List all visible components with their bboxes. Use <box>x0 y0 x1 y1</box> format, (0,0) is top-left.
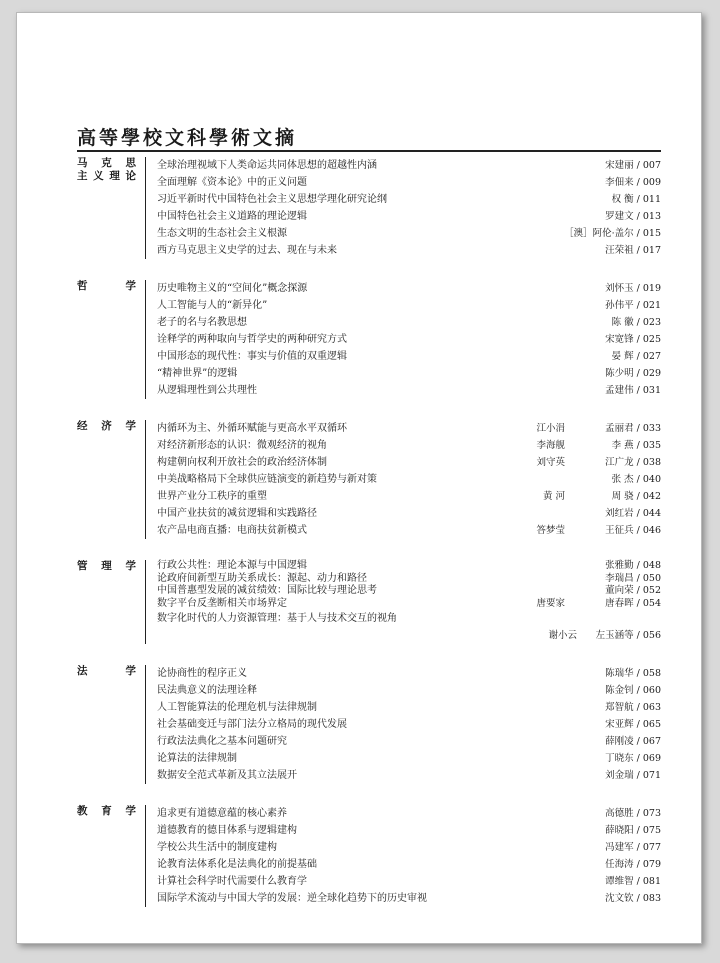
toc-entry[interactable] <box>157 382 661 399</box>
entry-author-page: 周 骁 / 042 <box>611 491 661 502</box>
toc-entry[interactable] <box>157 225 661 242</box>
toc-entry[interactable] <box>157 767 661 784</box>
toc-entry[interactable] <box>157 208 661 225</box>
entry-author-page: 薛刚凌 / 067 <box>605 736 661 747</box>
entry-title: 论协商性的程序正义 <box>157 668 247 679</box>
entry-title: 论教育法体系化是法典化的前提基础 <box>157 859 317 870</box>
section-label-line: 管 理 学 <box>77 560 137 572</box>
entry-title: 西方马克思主义史学的过去、现在与未来 <box>157 245 337 256</box>
entry-author-page: 李瑞昌 / 050 <box>605 572 661 584</box>
entry-title: 从逻辑理性到公共理性 <box>157 385 257 396</box>
toc-section <box>77 560 661 644</box>
entry-title: 中国普惠型发展的减贫绩效：国际比较与理论思考 <box>157 585 377 596</box>
entry-author-page: 宋亚辉 / 065 <box>605 719 661 730</box>
entry-author-page: 张 杰 / 040 <box>611 474 661 485</box>
entry-title: 行政公共性：理论本源与中国逻辑 <box>157 560 307 571</box>
entry-author-page: 陈少明 / 029 <box>605 368 661 379</box>
toc-entry[interactable] <box>157 280 661 297</box>
toc-entry[interactable] <box>157 505 661 522</box>
toc-entry[interactable] <box>157 856 661 873</box>
entry-title: 计算社会科学时代需要什么教育学 <box>157 876 307 887</box>
section-label <box>77 665 137 678</box>
entry-author-page: 宋建丽 / 007 <box>605 160 661 171</box>
entry-author-page: ［澳］阿伦·盖尔 / 015 <box>564 228 661 239</box>
toc-entry[interactable] <box>157 699 661 716</box>
toc-entry[interactable] <box>157 420 661 437</box>
table-of-contents <box>77 157 661 928</box>
section-divider <box>145 805 146 907</box>
entry-coauthor: 答梦莹 <box>536 525 565 536</box>
entry-author-page: 孙伟平 / 021 <box>605 300 661 311</box>
entry-coauthor: 江小涓 <box>536 423 565 434</box>
toc-entry[interactable] <box>157 839 661 856</box>
entry-title: 农产品电商直播：电商扶贫新模式 <box>157 525 307 536</box>
entry-author-page: 王征兵 / 046 <box>605 525 661 536</box>
entry-author-page: 江广龙 / 038 <box>605 457 661 468</box>
toc-entry[interactable] <box>157 174 661 191</box>
toc-entry[interactable] <box>157 454 661 471</box>
toc-entry[interactable] <box>157 522 661 539</box>
toc-section <box>77 805 661 907</box>
section-label-line: 主义理论 <box>77 170 137 182</box>
section-label-line: 法 学 <box>77 665 137 677</box>
entry-author-page: 唐春晖 / 054 <box>605 597 661 609</box>
entry-author-page: 孟丽君 / 033 <box>605 423 661 434</box>
section-label <box>77 805 137 818</box>
entry-author-page: 晏 辉 / 027 <box>611 351 661 362</box>
toc-entry[interactable] <box>157 471 661 488</box>
toc-entry[interactable] <box>157 573 661 586</box>
entry-coauthor: 李海舰 <box>536 440 565 451</box>
document-page <box>16 12 702 944</box>
toc-entry[interactable] <box>157 585 661 598</box>
entry-coauthor: 刘守英 <box>536 457 565 468</box>
entry-author-page: 宋宽锋 / 025 <box>605 334 661 345</box>
section-label-line: 经 济 学 <box>77 420 137 432</box>
entry-title: 人工智能与人的“新异化” <box>157 300 268 311</box>
entry-title: 全面理解《资本论》中的正义问题 <box>157 177 307 188</box>
entry-author-page: 左玉涵等 / 056 <box>595 630 661 641</box>
toc-entry[interactable] <box>157 733 661 750</box>
entry-title: 内循环为主、外循环赋能与更高水平双循环 <box>157 423 347 434</box>
entry-author-page: 李佃来 / 009 <box>605 177 661 188</box>
entry-author-page: 孟建伟 / 031 <box>605 385 661 396</box>
section-divider <box>145 420 146 539</box>
entry-author-page: 任海涛 / 079 <box>605 859 661 870</box>
toc-entry[interactable] <box>157 750 661 767</box>
toc-entry[interactable] <box>157 598 661 611</box>
toc-entry[interactable] <box>157 822 661 839</box>
section-label <box>77 157 137 183</box>
entry-title: 追求更有道德意蕴的核心素养 <box>157 808 287 819</box>
entry-title: 数据安全范式革新及其立法展开 <box>157 770 297 781</box>
entry-title: 数字化时代的人力资源管理：基于人与技术交互的视角 <box>157 613 397 624</box>
entry-title: 中国形态的现代性：事实与价值的双重逻辑 <box>157 351 347 362</box>
entry-author-page: 刘红岩 / 044 <box>605 508 661 519</box>
toc-entry[interactable] <box>157 682 661 699</box>
section-label-line: 马 克 思 <box>77 157 137 169</box>
entry-author-page: 冯建军 / 077 <box>605 842 661 853</box>
entry-author-page: 张雅勤 / 048 <box>605 560 661 571</box>
entry-author-page: 薛晓阳 / 075 <box>605 825 661 836</box>
entry-author-page: 高德胜 / 073 <box>605 808 661 819</box>
entry-coauthor: 黄 河 <box>542 491 565 502</box>
section-label <box>77 420 137 433</box>
section-divider <box>145 665 146 784</box>
entry-title: 生态文明的生态社会主义根源 <box>157 228 287 239</box>
toc-entry[interactable] <box>157 873 661 890</box>
journal-title: 高等學校文科學術文摘 <box>77 127 298 149</box>
entry-title: 人工智能算法的伦理危机与法律规制 <box>157 702 317 713</box>
entry-author-page: 权 衡 / 011 <box>611 194 661 205</box>
toc-entry[interactable] <box>157 365 661 382</box>
toc-section <box>77 157 661 259</box>
entry-title: 中美战略格局下全球供应链演变的新趋势与新对策 <box>157 474 377 485</box>
section-divider <box>145 560 146 644</box>
toc-entry[interactable] <box>157 348 661 365</box>
entry-title: 构建朝向权利开放社会的政治经济体制 <box>157 457 327 468</box>
entry-title: 数字平台反垄断相关市场界定 <box>157 597 287 609</box>
toc-section <box>77 280 661 399</box>
entry-author-page: 沈文钦 / 083 <box>605 893 661 904</box>
section-divider <box>145 280 146 399</box>
entry-title: 道德教育的德目体系与逻辑建构 <box>157 825 297 836</box>
entry-title: 社会基础变迁与部门法分立格局的现代发展 <box>157 719 347 730</box>
section-label <box>77 280 137 293</box>
entry-title: 对经济新形态的认识：微观经济的视角 <box>157 440 327 451</box>
entry-author-page: 刘金瑞 / 071 <box>605 770 661 781</box>
entry-coauthor: 谢小云 <box>548 630 577 641</box>
entry-title: “精神世界”的逻辑 <box>157 368 238 379</box>
entry-author-page: 陈 徽 / 023 <box>611 317 661 328</box>
entry-author-page: 董向荣 / 052 <box>605 585 661 596</box>
toc-entry[interactable] <box>157 157 661 174</box>
entry-author-page: 丁晓东 / 069 <box>605 753 661 764</box>
entry-title: 诠释学的两种取向与哲学史的两种研究方式 <box>157 334 347 345</box>
toc-section <box>77 665 661 784</box>
toc-entry[interactable] <box>157 488 661 505</box>
entry-author-page: 陈瑞华 / 058 <box>605 668 661 679</box>
entry-author-page: 罗建文 / 013 <box>605 211 661 222</box>
entry-title: 论政府间新型互助关系成长：源起、动力和路径 <box>157 572 367 584</box>
entry-title: 习近平新时代中国特色社会主义思想学理化研究论纲 <box>157 194 387 205</box>
toc-entry[interactable] <box>157 242 661 259</box>
entry-author-page: 李 燕 / 035 <box>611 440 661 451</box>
toc-entry[interactable] <box>157 331 661 348</box>
toc-entry[interactable] <box>157 560 661 573</box>
entry-title: 学校公共生活中的制度建构 <box>157 842 277 853</box>
entry-author-page: 汪荣祖 / 017 <box>605 245 661 256</box>
toc-entry[interactable] <box>157 191 661 208</box>
toc-entry[interactable] <box>157 890 661 907</box>
entry-title: 历史唯物主义的“空间化”概念探源 <box>157 283 308 294</box>
toc-entry[interactable] <box>157 437 661 454</box>
entry-title: 民法典意义的法理诠释 <box>157 685 257 696</box>
entry-title: 论算法的法律规制 <box>157 753 237 764</box>
toc-entry[interactable] <box>157 314 661 331</box>
entry-author-page: 刘怀玉 / 019 <box>605 283 661 294</box>
toc-entry[interactable] <box>157 610 661 644</box>
toc-section <box>77 420 661 539</box>
entry-title: 世界产业分工秩序的重塑 <box>157 491 267 502</box>
section-label-line: 哲 学 <box>77 280 137 292</box>
entry-title: 全球治理视域下人类命运共同体思想的超越性内涵 <box>157 160 377 171</box>
entry-title: 行政法法典化之基本问题研究 <box>157 736 287 747</box>
entry-coauthor: 唐要家 <box>536 597 565 609</box>
entry-title: 中国产业扶贫的减贫逻辑和实践路径 <box>157 508 317 519</box>
section-divider <box>145 157 146 259</box>
toc-entry[interactable] <box>157 297 661 314</box>
entry-author-page: 郑智航 / 063 <box>605 702 661 713</box>
entry-author-page: 陈金钊 / 060 <box>605 685 661 696</box>
toc-entry[interactable] <box>157 665 661 682</box>
toc-entry[interactable] <box>157 716 661 733</box>
entry-title: 老子的名与名教思想 <box>157 317 247 328</box>
section-label-line: 教 育 学 <box>77 805 137 817</box>
section-label <box>77 560 137 573</box>
entry-title: 中国特色社会主义道路的理论逻辑 <box>157 211 307 222</box>
entry-title: 国际学术流动与中国大学的发展：逆全球化趋势下的历史审视 <box>157 893 427 904</box>
header-rule <box>77 150 661 152</box>
toc-entry[interactable] <box>157 805 661 822</box>
entry-author-page: 谭维智 / 081 <box>605 876 661 887</box>
